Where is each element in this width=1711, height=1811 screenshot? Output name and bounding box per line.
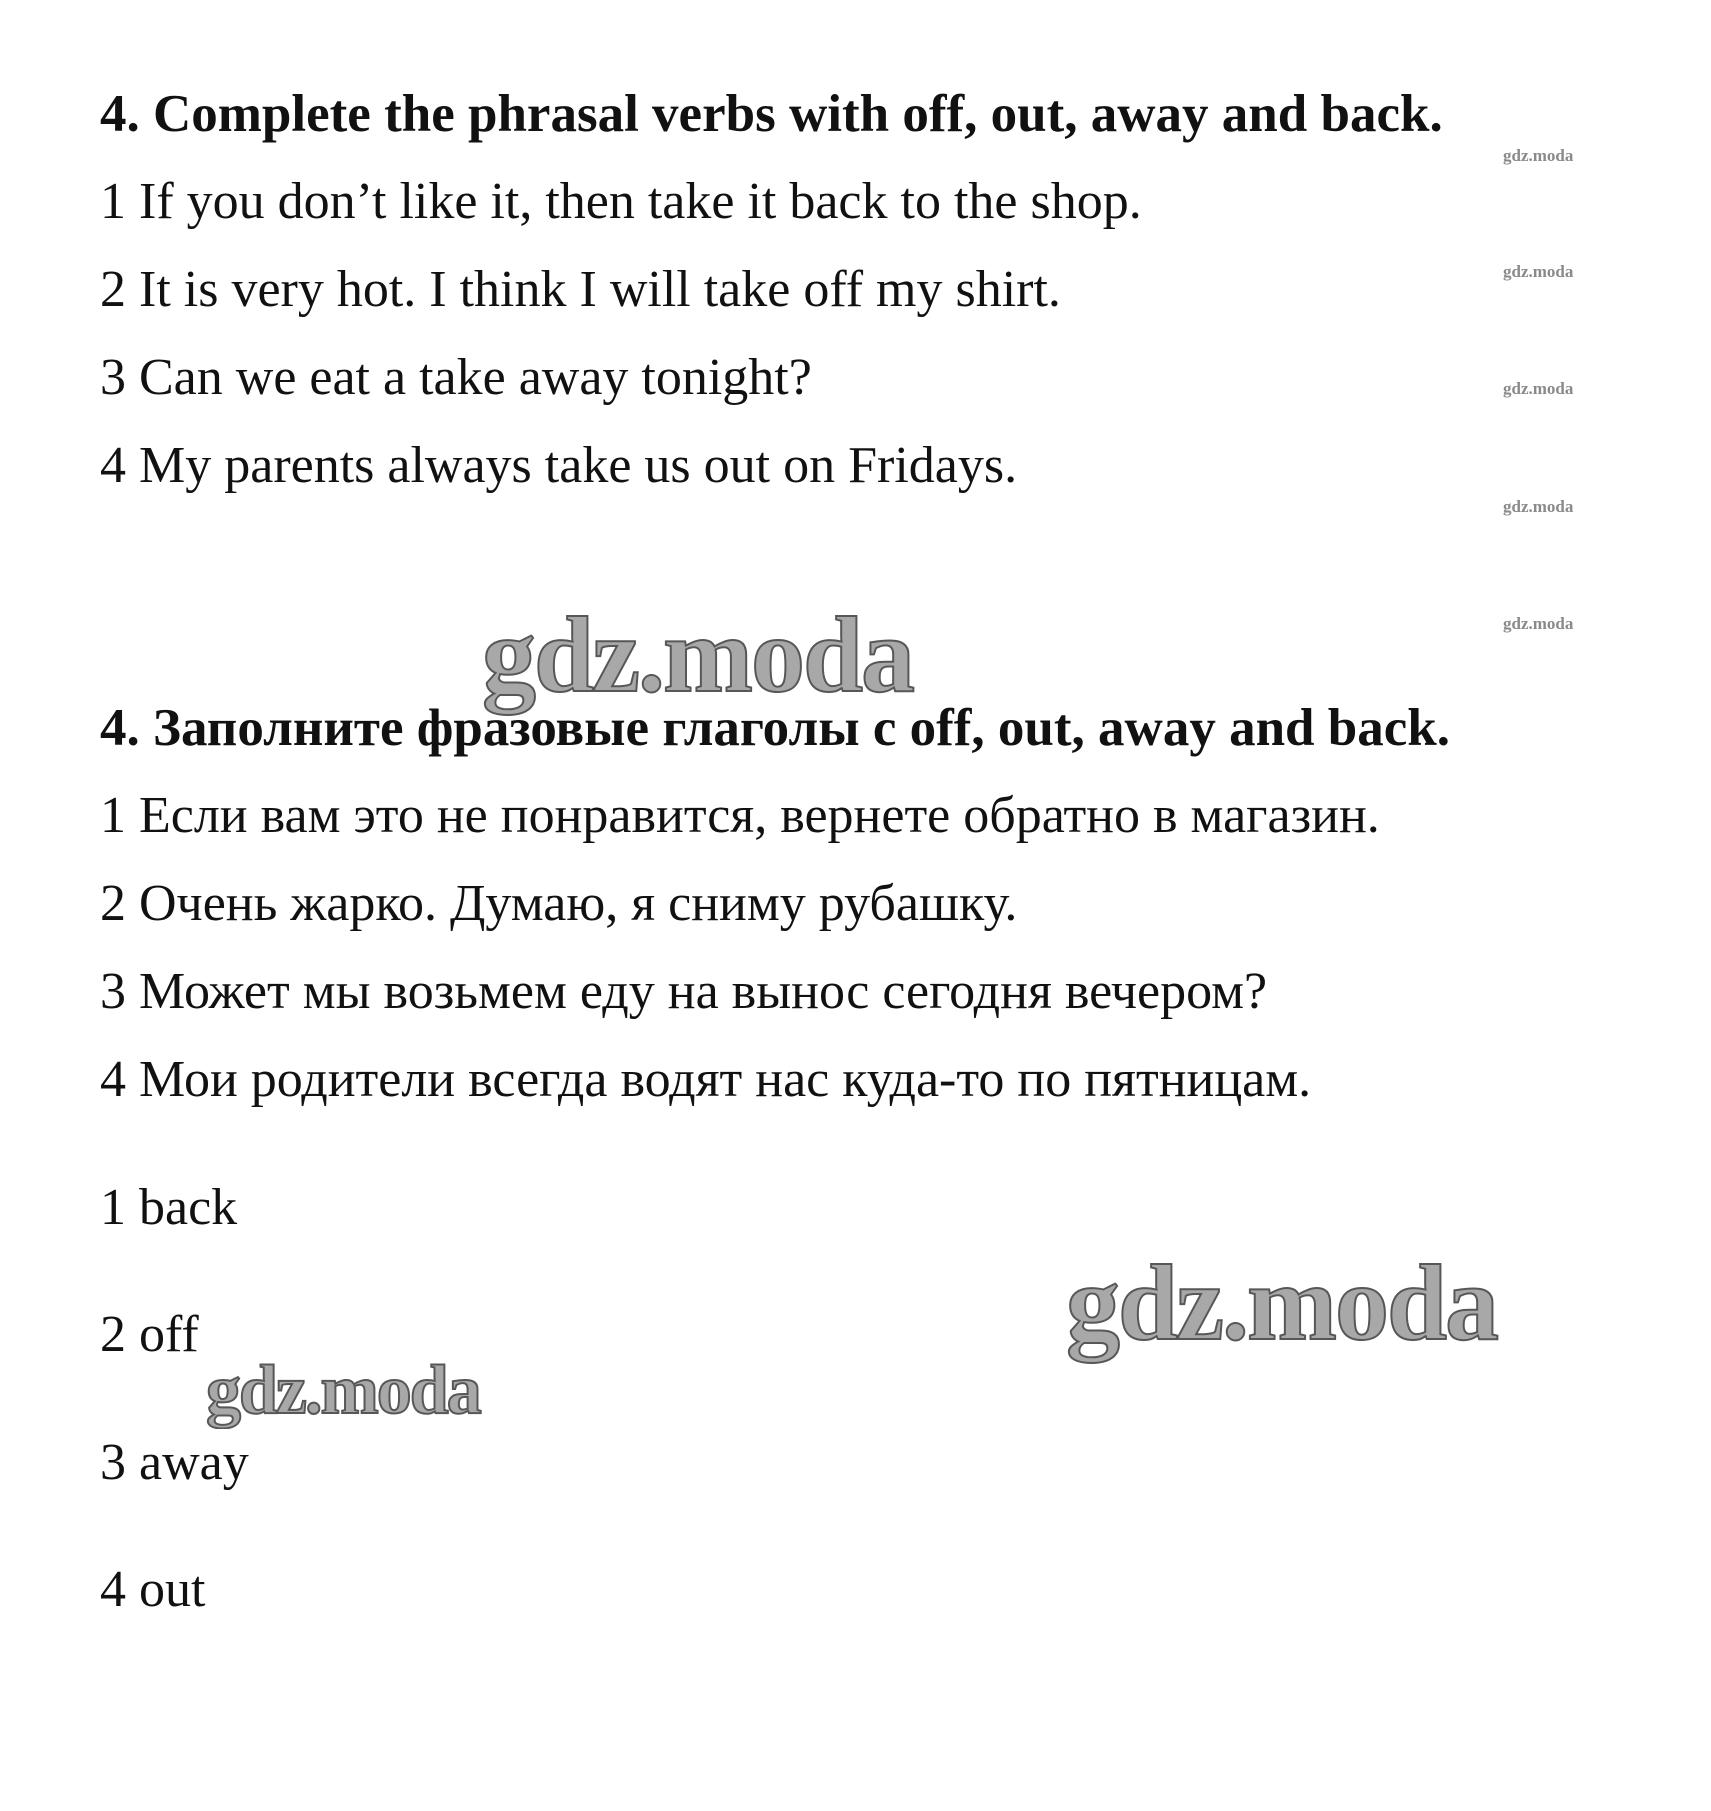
- russian-sentence-3: 3 Может мы возьмем еду на вынос сегодня вечером?: [100, 963, 1268, 1020]
- watermark-large-1: gdz.moda: [482, 596, 914, 715]
- answer-1: 1 back: [100, 1179, 238, 1236]
- watermark-small-2: gdz.moda: [1503, 262, 1574, 281]
- english-sentence-2: 2 It is very hot. I think I will take off my shirt.: [100, 261, 1061, 318]
- english-sentence-3: 3 Can we eat a take away tonight?: [100, 349, 812, 406]
- english-sentence-4: 4 My parents always take us out on Fridays.: [100, 437, 1018, 494]
- russian-sentence-4: 4 Мои родители всегда водят нас куда-то по пятницам.: [100, 1051, 1312, 1108]
- english-heading: 4. Complete the phrasal verbs with off, out, away and back.: [100, 85, 1443, 143]
- watermark-small-1: gdz.moda: [1503, 146, 1574, 165]
- watermark-small-5: gdz.moda: [1503, 614, 1574, 633]
- russian-heading: 4. Заполните фразовые глаголы с off, out, away and back.: [100, 699, 1450, 757]
- russian-sentence-2: 2 Очень жарко. Думаю, я сниму рубашку.: [100, 875, 1018, 932]
- watermark-small-3: gdz.moda: [1503, 379, 1574, 398]
- watermark-large-2: gdz.moda: [1066, 1244, 1498, 1363]
- watermark-small-4: gdz.moda: [1503, 497, 1574, 516]
- answer-2: 2 off: [100, 1306, 199, 1363]
- watermark-large-3: gdz.moda: [206, 1352, 480, 1429]
- answer-4: 4 out: [100, 1561, 206, 1618]
- russian-sentence-1: 1 Если вам это не понравится, вернете обратно в магазин.: [100, 787, 1380, 844]
- english-sentence-1: 1 If you don’t like it, then take it back to the shop.: [100, 173, 1142, 230]
- answer-3: 3 away: [100, 1434, 249, 1491]
